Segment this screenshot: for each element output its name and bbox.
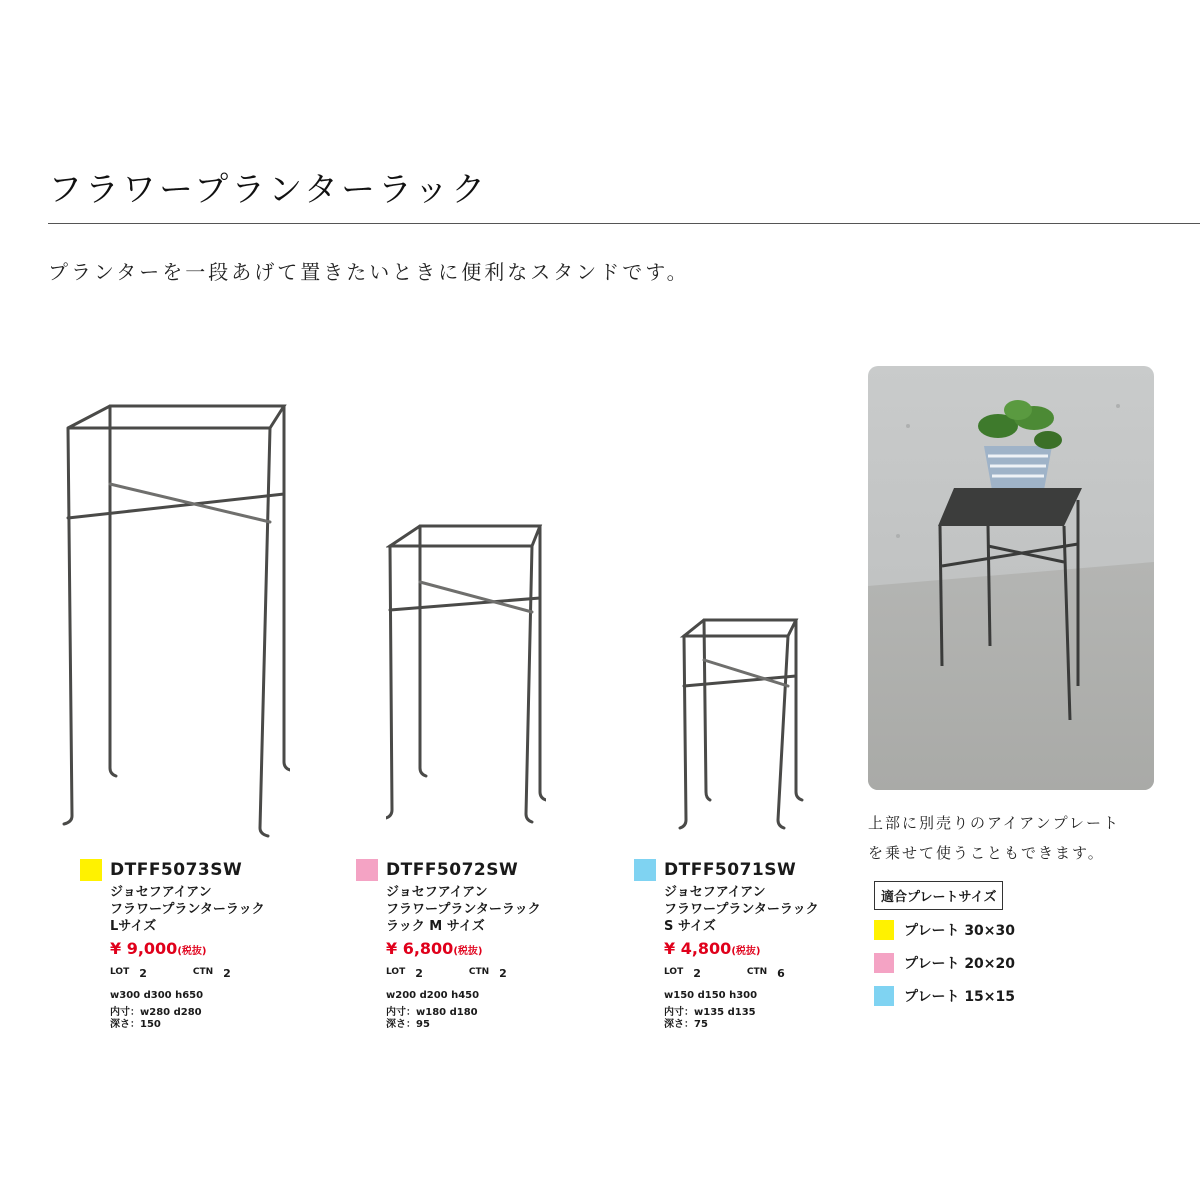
page-subtitle: プランターを一段あげて置きたいときに便利なスタンドです。 — [48, 260, 690, 284]
usage-photo — [868, 366, 1154, 790]
product-code: DTFF5072SW — [386, 860, 519, 880]
product-price: ¥ 6,800(税抜) — [386, 939, 483, 958]
product-name: ジョセフアイアン フラワープランターラック Lサイズ — [110, 885, 265, 934]
product-small — [634, 859, 854, 1031]
lot-ctn: LOT 2 CTN 2 — [110, 967, 231, 980]
plate-size-item: プレート 15×15 — [874, 986, 1015, 1006]
rack-medium-image — [386, 522, 546, 824]
product-code: DTFF5071SW — [664, 860, 797, 880]
page-title: フラワープランターラック — [48, 170, 489, 210]
product-price: ¥ 9,000(税抜) — [110, 939, 207, 958]
plate-size-item: プレート 20×20 — [874, 953, 1015, 973]
rack-small-image — [678, 616, 806, 832]
plate-size-heading: 適合プレートサイズ — [874, 881, 1003, 910]
color-swatch — [80, 859, 102, 881]
title-divider — [48, 223, 1200, 224]
photo-note: 上部に別売りのアイアンプレート を乗せて使うこともできます。 — [868, 814, 1121, 862]
rack-large-image — [58, 398, 290, 840]
product-large — [80, 859, 300, 1031]
plate-size-item: プレート 30×30 — [874, 920, 1015, 940]
color-swatch — [874, 986, 894, 1006]
product-name: ジョセフアイアン フラワープランターラック S サイズ — [664, 885, 819, 934]
product-dimensions: w150 d150 h300 内寸：w135 d135 深さ：75 — [664, 990, 758, 1030]
color-swatch — [356, 859, 378, 881]
product-dimensions: w300 d300 h650 内寸：w280 d280 深さ：150 — [110, 990, 204, 1030]
product-price: ¥ 4,800(税抜) — [664, 939, 761, 958]
lot-ctn: LOT 2 CTN 6 — [664, 967, 785, 980]
color-swatch — [874, 920, 894, 940]
lot-ctn: LOT 2 CTN 2 — [386, 967, 507, 980]
product-name: ジョセフアイアン フラワープランターラック ラック M サイズ — [386, 885, 541, 934]
product-code: DTFF5073SW — [110, 860, 243, 880]
product-medium — [356, 859, 576, 1031]
color-swatch — [634, 859, 656, 881]
product-dimensions: w200 d200 h450 内寸：w180 d180 深さ：95 — [386, 990, 480, 1030]
color-swatch — [874, 953, 894, 973]
